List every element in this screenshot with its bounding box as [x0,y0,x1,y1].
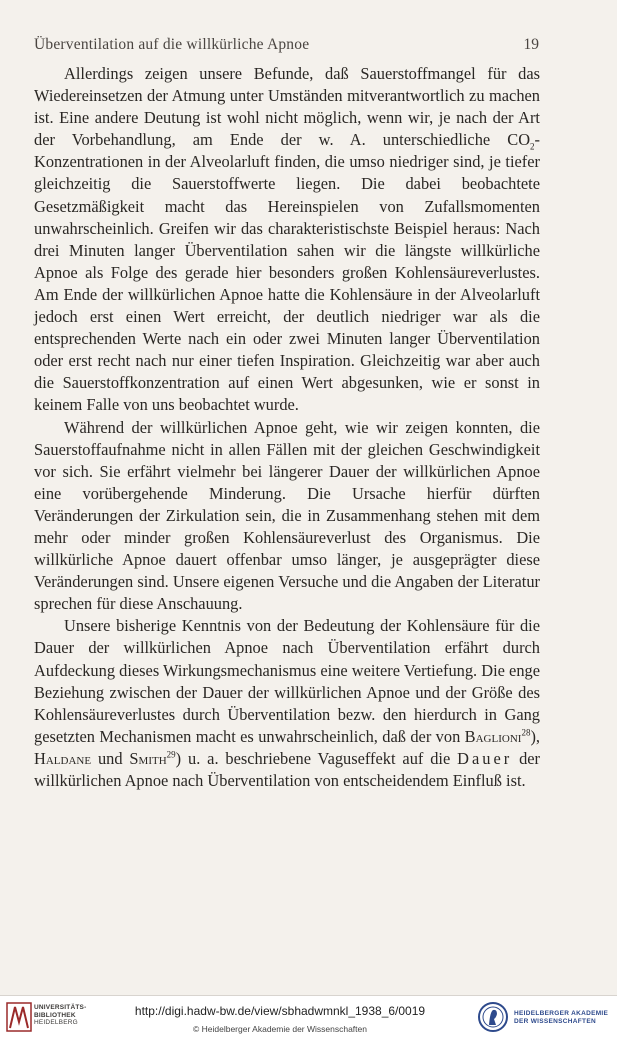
academy-line-2: DER WISSENSCHAFTEN [514,1018,596,1025]
paragraph-1-text-b: -Konzentrationen in der Alveolarluft finden, die umso niedriger sind, je tiefer gleichzeitig die Sauerstoffwerte liegen. Die dabei beobachtete Gesetzmäßigkeit macht das Hereinspielen von Zufallsmomenten unwahrscheinlich. Greifen wir das charakteristischste Beispiel heraus: Nach drei Minuten langer Überventilation sahen wir die längste willkürliche Apnoe als Folge des gerade hier besonders großen Kohlensäureverlustes. Am Ende der willkürlichen Apnoe hatte die Kohlensäure in der Alveolarluft jedoch erst einen Wert erreicht, der deutlich niedriger war als die entsprechenden Werte nach ein oder zwei Minuten langer Überventilation oder erst recht nach nur einer tiefen Inspiration. Gleichzeitig war aber auch die Sauerstoffkonzentration auf einen Wert abgesunken, wie er sonst in keinem Falle von uns beobachtet wurde. [34,130,540,415]
emphasized-dauer: Dauer [457,748,513,768]
body-text [34,63,540,792]
library-line-2: BIBLIOTHEK [34,1011,76,1019]
copyright-notice: © Heidelberger Akademie der Wissenschaften [193,1024,367,1034]
university-library-name [34,1004,86,1027]
paragraph-1-text-a: Allerdings zeigen unsere Befunde, daß Sauerstoffmangel für das Wiedereinsetzen der Atmung unter Umständen mitverantwortlich zu machen ist. Eine andere Deutung ist wohl nicht möglich, wenn wir, je nach der Art der Vorbehandlung, am Ende der w. A. unterschiedliche CO [34,64,540,150]
reference-28: 28 [521,727,531,738]
co2-subscript: 2 [530,141,535,152]
permalink-url[interactable]: http://digi.hadw-bw.de/view/sbhadwmnkl_1938_6/0019 [134,1004,426,1018]
academy-name [514,1010,608,1026]
paragraph-3-text-c: und [91,748,130,768]
paragraph-3 [34,615,540,792]
library-line-3: HEIDELBERG [34,1019,78,1027]
paragraph-3-text-b: ), [530,726,540,746]
paragraph-3-text-e: der willkürlichen Apnoe nach Überventilation von entscheidendem Einfluß ist. [34,748,540,790]
university-library-logo-icon [6,1002,32,1032]
paragraph-3-text-d: ) u. a. beschriebene Vaguseffekt auf die [175,748,458,768]
paragraph-3-text-a: Unsere bisherige Kenntnis von der Bedeutung der Kohlensäure für die Dauer der willkürlichen Apnoe nach Überventilation erfährt durch Aufdeckung dieses Wirkungsmechanismus eine weitere Vertiefung. Die enge Beziehung zwischen der Dauer der willkürlichen Apnoe und der Größe des Kohlensäureverlustes durch Überventilation bezw. den hierdurch in Gang gesetzten Mechanismen macht es unwahrscheinlich, daß der von [34,616,540,746]
paragraph-2: Während der willkürlichen Apnoe geht, wie wir zeigen konnten, die Sauerstoffaufnahme nicht in allen Fällen mit der gleichen Geschwindigkeit vor sich. Sie erfährt vielmehr bei längerer Dauer der willkürlichen Apnoe eine vorübergehende Minderung. Die Ursache hierfür dürften Veränderungen der Zirkulation sein, die in Zusammenhang stehen mit dem mehr oder minder großen Kohlensäureverlust des Organismus. Die willkürliche Apnoe dauert offenbar umso länger, je ausgeprägter diese Veränderungen sind. Unsere eigenen Versuche und die Angaben der Literatur sprechen für diese Anschauung. [34,417,540,614]
digitization-footer [0,995,617,1042]
library-line-1: UNIVERSITÄTS- [34,1004,87,1011]
author-haldane: Haldane [34,748,92,768]
running-title: Überventilation auf die willkürliche Apnoe [34,36,310,53]
paragraph-1 [34,63,540,417]
academy-seal-icon [478,998,508,1036]
author-smith: Smith [129,748,167,768]
author-baglioni: Baglioni [464,726,522,746]
academy-line-1: HEIDELBERGER AKADEMIE [514,1010,609,1017]
page-number: 19 [523,36,539,53]
running-header [34,36,539,58]
reference-29: 29 [166,749,176,760]
